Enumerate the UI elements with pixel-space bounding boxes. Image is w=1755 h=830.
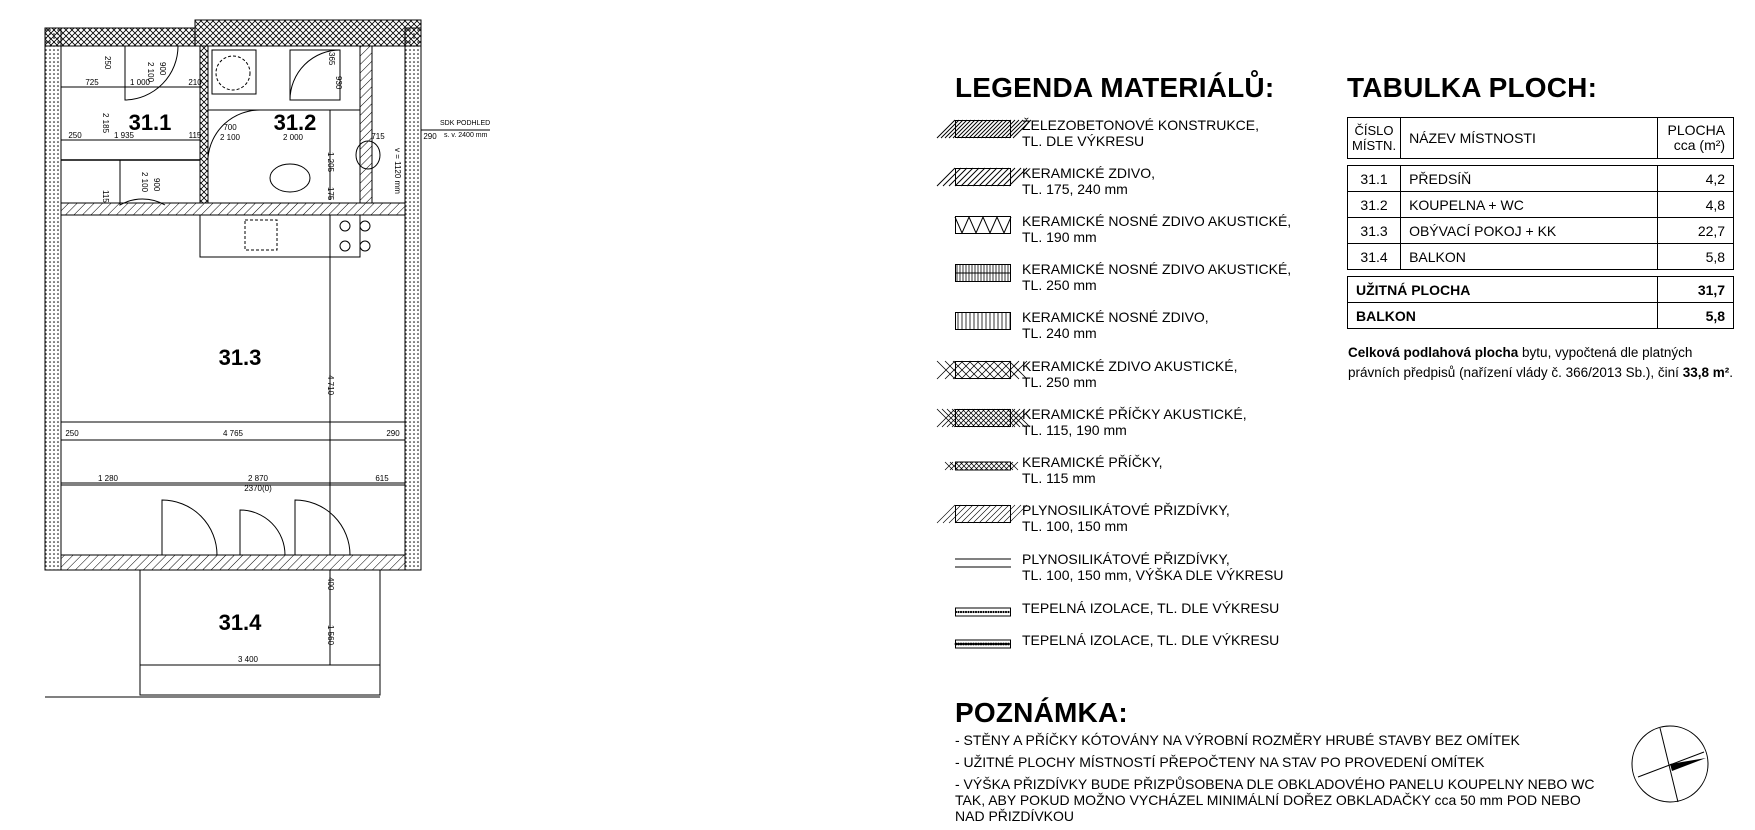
dim-label: 1 205: [326, 152, 335, 173]
room-number: 31.4: [1348, 244, 1401, 270]
dim-label: 4 765: [222, 429, 244, 438]
table-row: [1348, 166, 1734, 192]
crosshatch-swatch-icon: [955, 361, 1011, 379]
room-area: 22,7: [1658, 218, 1734, 244]
dim-label: 365: [327, 52, 336, 66]
legend-item: [955, 358, 1238, 394]
legend-sublabel: TL. 250 mm: [1022, 374, 1097, 390]
total-row: [1348, 303, 1734, 329]
legend-label: KERAMICKÉ ZDIVO,: [1022, 165, 1156, 181]
dim-label: 725: [85, 78, 99, 87]
dim-label: 4 710: [326, 375, 335, 396]
room-label-31-2: 31.2: [273, 110, 317, 135]
dim-label: 115: [101, 190, 110, 203]
room-number: 31.2: [1348, 192, 1401, 218]
ceiling-note: s. v. 2400 mm: [444, 132, 488, 139]
legend-label: KERAMICKÉ NOSNÉ ZDIVO,: [1022, 309, 1209, 325]
dim-label: 2 100: [146, 62, 155, 83]
notes-title: POZNÁMKA:: [955, 697, 1128, 728]
dim-label: 715: [371, 132, 385, 141]
legend-label: ŽELEZOBETONOVÉ KONSTRUKCE,: [1022, 117, 1260, 133]
dim-label: 250: [103, 56, 112, 70]
dim-label: 175: [326, 187, 335, 201]
legend-item: [955, 600, 1279, 636]
crosshatch-thin-swatch-icon: [955, 457, 1011, 475]
insulation-a-swatch-icon: [955, 603, 1011, 621]
grid-dense-swatch-icon: [955, 264, 1011, 282]
legend-item: [955, 406, 1247, 442]
dim-label: 2 100: [140, 172, 149, 193]
legend-item: [955, 454, 1163, 490]
room-label-31-4: 31.4: [218, 610, 262, 635]
dim-label: 2 185: [101, 113, 110, 134]
room-label-31-3: 31.3: [218, 345, 262, 370]
table-header: [1348, 118, 1734, 159]
table-row: [1348, 244, 1734, 270]
legend-item: [955, 261, 1291, 297]
dim-label: 900: [152, 178, 161, 192]
floor-plan: [0, 0, 491, 720]
header-area: PLOCHA: [1667, 122, 1726, 138]
room-number: 31.1: [1348, 166, 1401, 192]
room-area: 4,8: [1658, 192, 1734, 218]
legend-label: KERAMICKÉ NOSNÉ ZDIVO AKUSTICKÉ,: [1022, 213, 1292, 229]
dim-label: 2 000: [282, 133, 304, 142]
dim-label: 290: [423, 132, 437, 141]
legend-item: [955, 551, 1283, 587]
legend-sublabel: TL. 115 mm: [1022, 470, 1096, 486]
dim-label: 2 870: [247, 474, 269, 483]
header-number: ČÍSLO: [1354, 123, 1394, 138]
dim-label: 2 100: [219, 133, 241, 142]
room-name: OBÝVACÍ POKOJ + KK: [1401, 218, 1658, 244]
legend-sublabel: TL. 250 mm: [1022, 277, 1097, 293]
legend-title: LEGENDA MATERIÁLŮ:: [955, 72, 1275, 103]
legend-item: [955, 165, 1155, 201]
total-label: UŽITNÁ PLOCHA: [1348, 277, 1658, 303]
hatch-double-swatch-icon: [955, 120, 1011, 138]
legend-label: PLYNOSILIKÁTOVÉ PŘIZDÍVKY,: [1022, 551, 1230, 567]
insulation-b-swatch-icon: [955, 635, 1011, 653]
floor-area-note: [1348, 343, 1738, 383]
room-area: 4,2: [1658, 166, 1734, 192]
legend-sublabel: TL. 100, 150 mm, VÝŠKA DLE VÝKRESU: [1022, 567, 1284, 583]
legend-sublabel: TL. 115, 190 mm: [1022, 422, 1127, 438]
legend-label: KERAMICKÉ ZDIVO AKUSTICKÉ,: [1022, 358, 1238, 374]
legend-sublabel: TL. 100, 150 mm: [1022, 518, 1128, 534]
dim-label: 900: [158, 62, 167, 76]
legend-sublabel: TL. 240 mm: [1022, 325, 1097, 341]
dim-label: 615: [375, 474, 389, 483]
legend-item: [955, 309, 1209, 345]
area-table: [1347, 117, 1734, 329]
dim-label: 210: [188, 78, 202, 87]
legend-label: KERAMICKÉ NOSNÉ ZDIVO AKUSTICKÉ,: [1022, 261, 1292, 277]
ceiling-note: SDK PODHLED: [440, 120, 491, 127]
legend-sublabel: TL. 190 mm: [1022, 229, 1097, 245]
dim-label: 400: [326, 577, 335, 591]
area-table-title: TABULKA PLOCH:: [1347, 72, 1598, 103]
room-name: PŘEDSÍŇ: [1401, 166, 1658, 192]
zigzag-swatch-icon: [955, 216, 1011, 234]
legend-label: KERAMICKÉ PŘÍČKY,: [1022, 454, 1163, 470]
note-bold: Celková podlahová plocha: [1348, 345, 1519, 360]
room-name: KOUPELNA + WC: [1401, 192, 1658, 218]
dim-label: 250: [65, 429, 79, 438]
total-label: BALKON: [1348, 303, 1658, 329]
dim-label: 930: [334, 76, 343, 90]
legend-item: [955, 117, 1259, 153]
note-item: - UŽITNÉ PLOCHY MÍSTNOSTÍ PŘEPOČTENY NA STAV PO PROVEDENÍ OMÍTEK: [955, 754, 1485, 770]
hatch-thin-swatch-icon: [955, 505, 1011, 523]
dim-label: 115: [188, 131, 202, 140]
walls: [45, 20, 421, 570]
room-name: BALKON: [1401, 244, 1658, 270]
crosshatch-dense-swatch-icon: [955, 409, 1011, 427]
dim-label: 1 000: [129, 78, 151, 87]
dim-label: 3 400: [237, 655, 259, 664]
note-item: - VÝŠKA PŘIZDÍVKY BUDE PŘIZPŮSOBENA DLE OBKLADOVÉHO PANELU KOUPELNY NEBO WC TAK, ABY POKUD MOŽNO VYCHÁZEL MINIMÁLNÍ DOŘEZ OBKLADAČKY cca 50 mm POD NEBO NAD PŘIZDÍVKOU: [955, 776, 1595, 824]
legend-label: TEPELNÁ IZOLACE, TL. DLE VÝKRESU: [1022, 600, 1280, 616]
dim-label: v = 1120 mm: [393, 148, 402, 194]
legend-item: [955, 502, 1230, 538]
interior-lines: [45, 46, 490, 697]
legend-sublabel: TL. DLE VÝKRESU: [1022, 133, 1145, 149]
table-row: [1348, 218, 1734, 244]
total-row: [1348, 277, 1734, 303]
note-text: bytu, vypočtená dle platných právních předpisů (nařízení vlády č. 366/2013 Sb.), činí: [1348, 345, 1693, 380]
table-row: [1348, 192, 1734, 218]
notes-list: [955, 732, 1595, 830]
outline-lines-swatch-icon: [955, 554, 1011, 572]
dim-label: 1 560: [326, 625, 335, 646]
header-area: cca (m²): [1673, 137, 1726, 153]
vertical-lines-swatch-icon: [955, 312, 1011, 330]
note-bold: 33,8 m²: [1682, 365, 1730, 380]
note-item: - STĚNY A PŘÍČKY KÓTOVÁNY NA VÝROBNÍ ROZMĚRY HRUBÉ STAVBY BEZ OMÍTEK: [955, 732, 1520, 748]
total-value: 5,8: [1658, 303, 1734, 329]
header-name: NÁZEV MÍSTNOSTI: [1401, 118, 1658, 159]
dim-label: 290: [386, 429, 400, 438]
dim-label: 1 280: [97, 474, 119, 483]
dim-label: 2370(0): [244, 484, 272, 493]
room-area: 5,8: [1658, 244, 1734, 270]
dim-label: 1 935: [113, 131, 135, 140]
header-number: MÍSTN.: [1352, 138, 1397, 153]
hatch-single-swatch-icon: [955, 168, 1011, 186]
legend-item: [955, 213, 1291, 249]
legend-item: [955, 632, 1279, 668]
north-arrow-icon: [1628, 722, 1712, 806]
total-value: 31,7: [1658, 277, 1734, 303]
room-number: 31.3: [1348, 218, 1401, 244]
note-text: .: [1729, 365, 1733, 380]
legend-sublabel: TL. 175, 240 mm: [1022, 181, 1128, 197]
legend-label: TEPELNÁ IZOLACE, TL. DLE VÝKRESU: [1022, 632, 1280, 648]
legend-label: KERAMICKÉ PŘÍČKY AKUSTICKÉ,: [1022, 406, 1247, 422]
legend-label: PLYNOSILIKÁTOVÉ PŘIZDÍVKY,: [1022, 502, 1230, 518]
room-label-31-1: 31.1: [128, 110, 172, 135]
dim-label: 250: [68, 131, 82, 140]
dim-label: 700: [223, 123, 237, 132]
